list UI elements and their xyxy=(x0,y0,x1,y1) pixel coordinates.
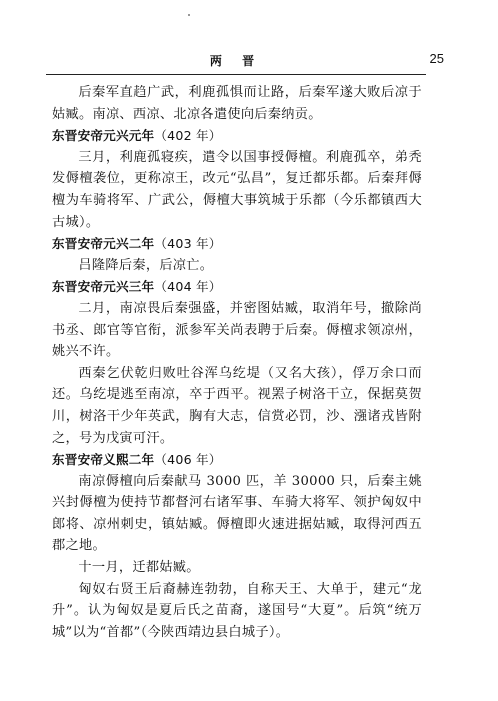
header-rule xyxy=(46,74,426,75)
year-heading-year: （404 年） xyxy=(154,279,222,295)
paragraph: 西秦乞伏乾归败吐谷浑乌纥堤（又名大孩），俘万余口而还。乌纥堤逃至南凉，卒于西平。视罴子树洛干立，保据莫贺川，树洛干少年英武，胸有大志，信赏必罚，沙、漒诸戎皆附之，号为戊寅可汗。 xyxy=(52,365,422,446)
year-heading xyxy=(52,233,422,255)
paragraph: 匈奴右贤王后裔赫连勃勃，自称天王、大单于，建元“龙升”。认为匈奴是夏后氏之苗裔，遂国号“大夏”。后筑“统万城”以为“首都”（今陕西靖边县白城子）。 xyxy=(52,581,422,640)
year-heading-year: （403 年） xyxy=(154,236,222,252)
paragraph: 三月，利鹿孤寝疾，遣令以国事授傉檀。利鹿孤卒，弟秃发傉檀袭位，更称凉王，改元“弘昌”，复迁都乐都。后秦拜傉檀为车骑将军、广武公，傉檀大事筑城于乐都（今乐都镇西大古城）。 xyxy=(52,149,422,230)
paragraph: 十一月，迁都姑臧。 xyxy=(78,560,200,576)
page-number: 25 xyxy=(429,51,444,66)
year-heading xyxy=(52,449,422,471)
year-heading-year: （402 年） xyxy=(154,128,222,144)
year-heading-title: 东晋安帝元兴元年 xyxy=(52,128,155,144)
page-body xyxy=(52,82,422,643)
year-heading-year: （406 年） xyxy=(154,452,222,468)
paragraph: 后秦军直趋广武，利鹿孤惧而让路，后秦军遂大败后凉于姑臧。南凉、西凉、北凉各遣使向后秦纳贡。 xyxy=(52,85,422,122)
year-heading xyxy=(52,125,422,147)
year-heading-title: 东晋安帝义熙二年 xyxy=(52,452,155,468)
paragraph: 二月，南凉畏后秦强盛，并密图姑臧，取消年号，撤除尚书丞、郎官等官衔，派参军关尚表聘于后秦。傉檀求领凉州，姚兴不许。 xyxy=(52,300,422,360)
scan-speck xyxy=(188,14,190,16)
running-title: 两 晋 xyxy=(209,54,263,68)
running-header xyxy=(50,51,444,72)
year-heading-title: 东晋安帝元兴二年 xyxy=(52,236,155,252)
year-heading-title: 东晋安帝元兴三年 xyxy=(52,279,155,295)
year-heading xyxy=(52,276,422,298)
paragraph: 南凉傉檀向后秦献马 3000 匹，羊 30000 只，后秦主姚兴封傉檀为使持节都督河右诸军事、车骑大将军、领护匈奴中郎将、凉州刺史，镇姑臧。傉檀即火速进据姑臧，取得河西五郡之地。 xyxy=(52,473,422,554)
paragraph: 吕隆降后秦，后凉亡。 xyxy=(78,257,214,273)
